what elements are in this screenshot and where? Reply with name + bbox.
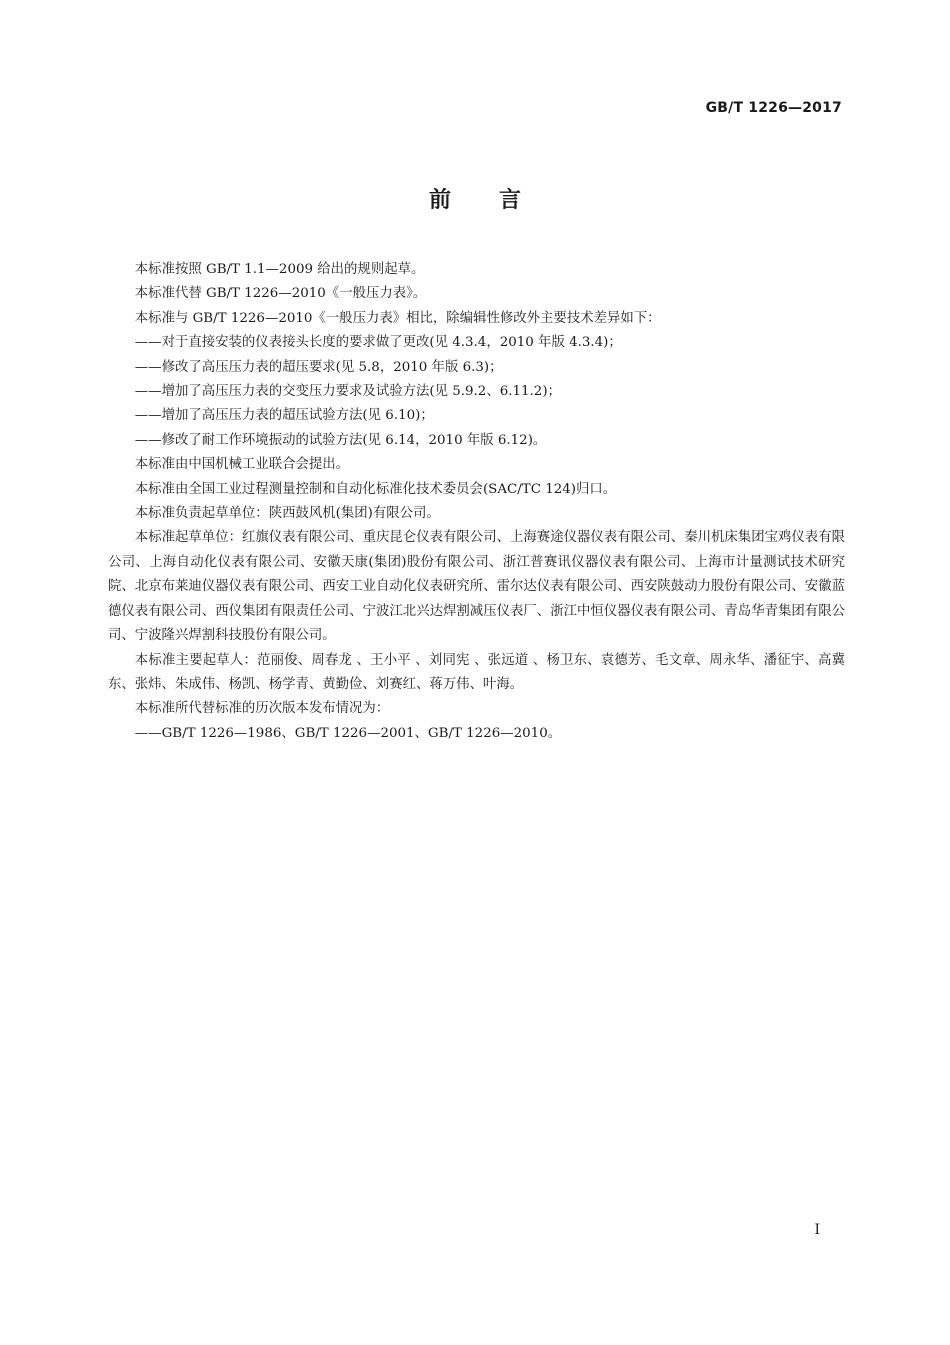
- paragraph-drafting-units: 本标准起草单位：红旗仪表有限公司、重庆昆仑仪表有限公司、上海赛途仪器仪表有限公司、秦川机床集团宝鸡仪表有限公司、上海自动化仪表有限公司、安徽天康(集团)股份有限公司、浙江普赛讯仪器仪表有限公司、上海市计量测试技术研究院、北京布莱迪仪器仪表有限公司、西安工业自动化仪表研究所、雷尔达仪表有限公司、西安陕鼓动力股份有限公司、安徽蓝德仪表有限公司、西仪集团有限责任公司、宁波江北兴达焊割减压仪表厂、浙江中恒仪器仪表有限公司、青岛华青集团有限公司、宁波隆兴焊割科技股份有限公司。: [108, 530, 845, 644]
- paragraph-drafting-rules: 本标准按照 GB/T 1.1—2009 给出的规则起草。: [134, 262, 425, 277]
- foreword-body: [108, 258, 845, 746]
- standard-code: GB/T 1226—2017: [705, 100, 842, 116]
- list-item-difference: ——修改了高压压力表的超压要求(见 5.8，2010 年版 6.3)；: [134, 359, 503, 375]
- list-item-difference: ——对于直接安装的仪表接头长度的要求做了更改(见 4.3.4，2010 年版 4.3.4)；: [134, 335, 622, 351]
- paragraph-under-jurisdiction: 本标准由全国工业过程测量控制和自动化标准化技术委员会(SAC/TC 124)归口。: [134, 481, 617, 497]
- list-item-previous-editions: ——GB/T 1226—1986、GB/T 1226—2001、GB/T 1226—2010。: [134, 725, 562, 741]
- page-title: 前言: [428, 188, 569, 213]
- paragraph-responsible-drafter: 本标准负责起草单位：陕西鼓风机(集团)有限公司。: [134, 506, 440, 522]
- paragraph-main-drafters: 本标准主要起草人：范丽俊、周春龙 、王小平 、刘同宪 、张远道 、杨卫东、袁德芳、毛文章、周永华、潘征宇、高冀东、张炜、朱成伟、杨凯、杨学青、黄勤俭、刘赛红、蒋万伟、叶海。: [108, 652, 845, 692]
- paragraph-differences-intro: 本标准与 GB/T 1226—2010《一般压力表》相比，除编辑性修改外主要技术差异如下：: [134, 310, 661, 326]
- paragraph-previous-editions-intro: 本标准所代替标准的历次版本发布情况为：: [134, 701, 390, 717]
- page-number: I: [814, 1222, 820, 1238]
- list-item-difference: ——增加了高压压力表的交变压力要求及试验方法(见 5.9.2、6.11.2)；: [134, 384, 561, 400]
- list-item-difference: ——修改了耐工作环境振动的试验方法(见 6.14，2010 年版 6.12)。: [134, 432, 547, 448]
- paragraph-proposed-by: 本标准由中国机械工业联合会提出。: [134, 457, 350, 473]
- paragraph-replaces: 本标准代替 GB/T 1226—2010《一般压力表》。: [134, 286, 427, 302]
- list-item-difference: ——增加了高压压力表的超压试验方法(见 6.10)；: [134, 408, 434, 424]
